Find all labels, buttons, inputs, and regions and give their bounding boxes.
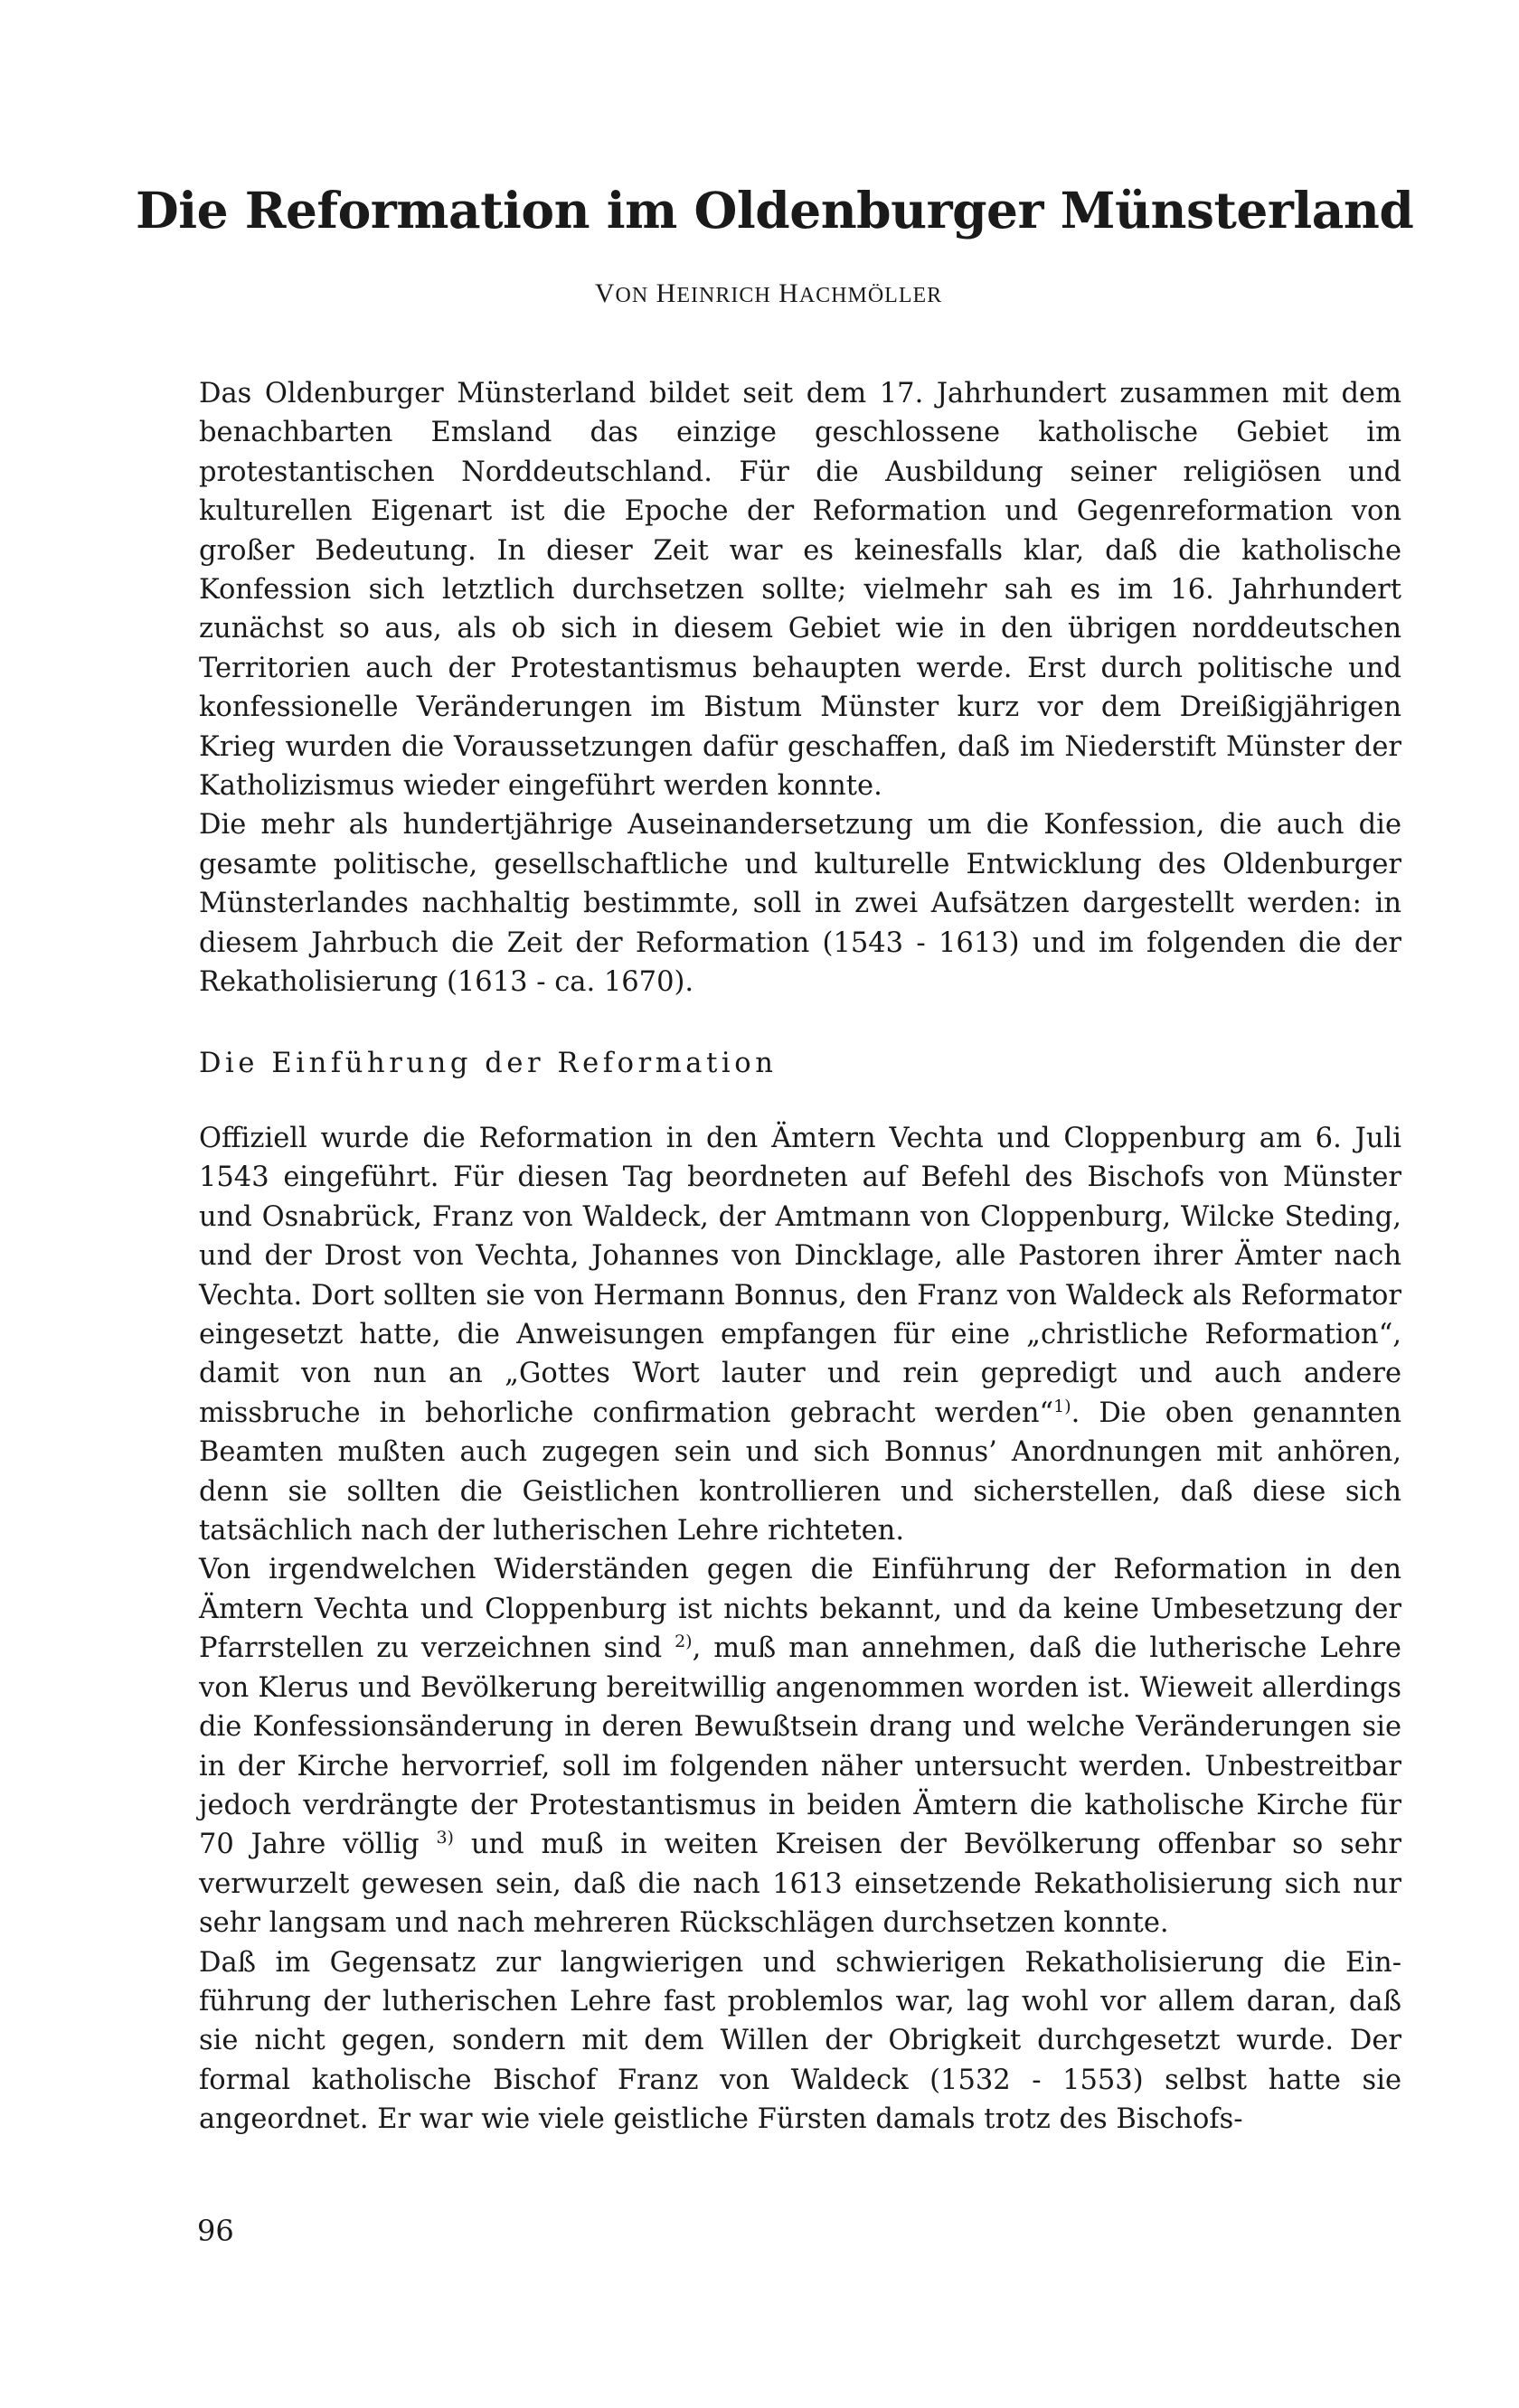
footnote-ref: 3)	[436, 1828, 454, 1848]
section-text	[199, 1119, 1401, 2140]
paragraph-text: , muß man annehmen, daß die lutherische Lehre von Klerus und Bevölkerung bereitwillig angenommen worden ist. Wieweit allerdings die Konfessionsänderung in deren Bewußtsein drang und welche Veränderungen sie in der Kirche hervorrief, soll im folgenden näher untersucht werden. Unbestreitbar jedoch verdrängte der Protestantismus in beiden Ämtern die katholische Kirche für 70 Jahre völlig	[199, 1632, 1401, 1861]
intro-paragraph: Die mehr als hundertjährige Auseinandersetzung um die Konfession, die auch die gesamte politische, gesellschaftliche und kulturelle Entwicklung des Oldenburger Münsterlandes nachhaltig bestimmte, soll in zwei Aufsätzen dargestellt werden: in diesem Jahrbuch die Zeit der Reformation (1543 - 1613) und im folgenden die der Rekatholisierung (1613 - ca. 1670).	[199, 809, 1401, 999]
paragraph-text: Von irgendwelchen Widerständen gegen die Einführung der Reformation in den Ämtern Vechta und Cloppenburg ist nichts bekannt, und da keine Umbesetzung der Pfarrstellen zu verzeichnen sind	[199, 1554, 1401, 1665]
author-last-rest: ACHMÖLLER	[798, 284, 943, 307]
author-prefix-rest: ON	[615, 284, 649, 307]
intro-text	[199, 374, 1401, 1002]
section-paragraph	[199, 1550, 1401, 1942]
paragraph-text: . Die oben genannten Beamten mußten auch zugegen sein und sich Bonnus’ Anordnungen mit anhören, denn sie sollten die Geistlichen kontrollieren und sicherstellen, daß diese sich tatsächlich nach der lutherischen Lehre richteten.	[199, 1397, 1401, 1547]
section-paragraph: Daß im Gegensatz zur langwierigen und schwierigen Rekatholisierung die Einführung der lutherischen Lehre fast problemlos war, lag wohl vor allem daran, daß sie nicht gegen, sondern mit dem Willen der Obrigkeit durchgesetzt wurde. Der formal katholische Bischof Franz von Waldeck (1532 - 1553) selbst hatte sie angeordnet. Er war wie viele geistliche Fürsten damals trotz des Bischofs-	[199, 1946, 1401, 2136]
author-byline	[136, 276, 1401, 314]
intro-paragraph: Das Oldenburger Münsterland bildet seit dem 17. Jahrhundert zusammen mit dem benachbarten Emsland das einzige geschlossene katholische Gebiet im protestantischen Norddeutschland. Für die Ausbildung seiner religiösen und kulturellen Eigenart ist die Epoche der Reformation und Gegenreformation von großer Bedeutung. In dieser Zeit war es keinesfalls klar, daß die katholische Konfession sich letztlich durchsetzen sollte; vielmehr sah es im 16. Jahrhundert zunächst so aus, als ob sich in diesem Gebiet wie in den übrigen norddeutschen Territorien auch der Protestantismus behaupten werde. Erst durch politische und konfessionelle Veränderungen im Bistum Münster kurz vor dem Dreißigjährigen Krieg wurden die Voraussetzungen dafür geschaffen, daß im Niederstift Münster der Katholizismus wieder eingeführt werden konnte.	[199, 378, 1401, 803]
section-paragraph	[199, 1119, 1401, 1550]
author-first-initial: H	[656, 278, 677, 308]
article-title: Die Reformation im Oldenburger Münsterland	[136, 181, 1414, 240]
footnote-ref: 2)	[675, 1632, 693, 1652]
paragraph-text: Offiziell wurde die Reformation in den Ämtern Vechta und Cloppenburg am 6. Juli 1543 eingeführt. Für diesen Tag beordneten auf Befehl des Bischofs von Münster und Osnabrück, Franz von Waldeck, der Amtmann von Cloppenburg, Wilcke Steding, und der Drost von Vechta, Johannes von Dincklage, alle Pastoren ihrer Ämter nach Vechta. Dort sollten sie von Hermann Bonnus, den Franz von Waldeck als Reformator eingesetzt hatte, die Anweisungen empfangen für eine „christliche Reformation“, damit von nun an „Gottes Wort lauter und rein gepredigt und auch andere missbruche in behorliche confirmation gebracht werden“	[199, 1123, 1401, 1429]
author-last-initial: H	[778, 278, 799, 308]
paragraph-text: und muß in weiten Kreisen der Bevölkerung offenbar so sehr verwurzelt gewesen sein, daß die nach 1613 einsetzende Rekatholisierung sich nur sehr langsam und nach mehreren Rückschlägen durchsetzen konnte.	[199, 1829, 1401, 1940]
page-number: 96	[197, 2214, 234, 2248]
author-first-rest: EINRICH	[676, 284, 771, 307]
section-heading: Die Einführung der Reformation	[199, 1048, 778, 1079]
author-prefix-initial: V	[594, 278, 616, 308]
footnote-ref: 1)	[1053, 1396, 1071, 1416]
